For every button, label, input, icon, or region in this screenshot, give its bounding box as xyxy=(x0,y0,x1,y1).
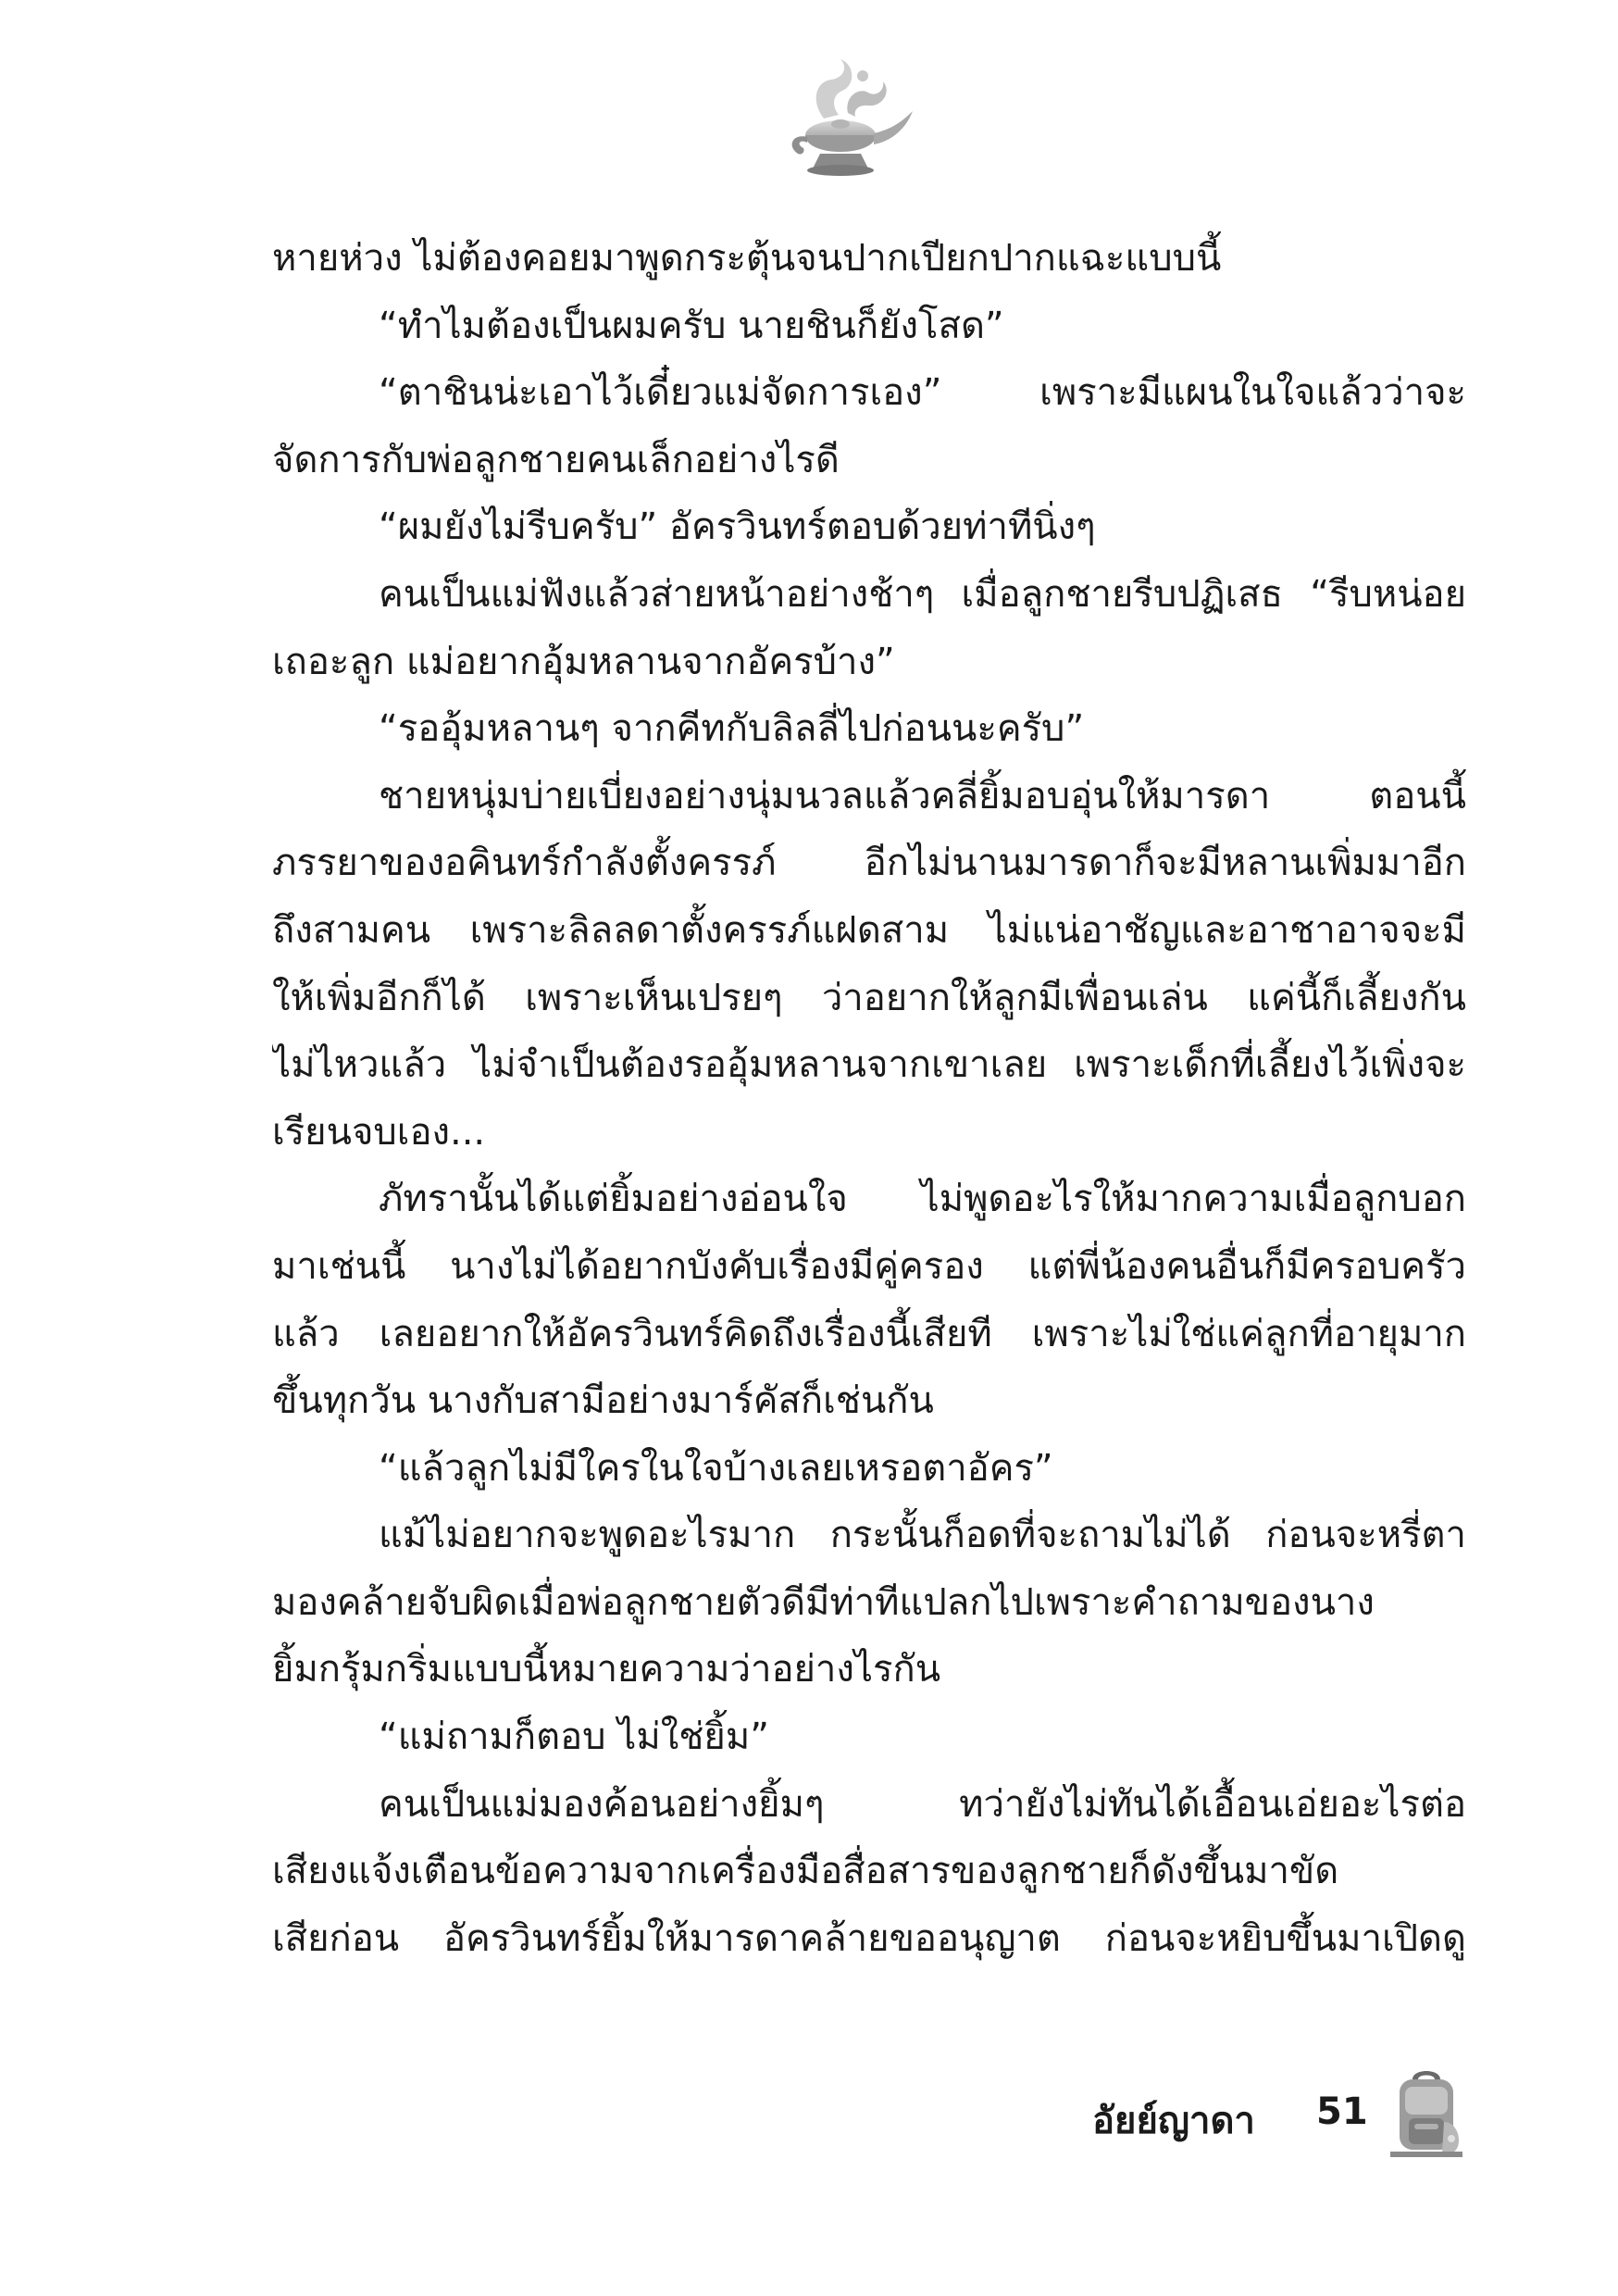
text-line: เสียงแจ้งเตือนข้อความจากเครื่องมือสื่อสารของลูกชายก็ดังขึ้นมาขัด xyxy=(272,1850,1339,1893)
text-line: แล้ว เลยอยากให้อัครวินทร์คิดถึงเรื่องนี้เสียที เพราะไม่ใช่แค่ลูกที่อายุมาก xyxy=(272,1312,1466,1355)
text-line: ไม่ไหวแล้ว ไม่จำเป็นต้องรออุ้มหลานจากเขาเลย เพราะเด็กที่เลี้ยงไว้เพิ่งจะ xyxy=(272,1043,1466,1087)
page-footer xyxy=(1092,2066,1481,2168)
text-line: มาเช่นนี้ นางไม่ได้อยากบังคับเรื่องมีคู่ครอง แต่พี่น้องคนอื่นก็มีครอบครัว xyxy=(272,1244,1466,1288)
text-line: “ทำไมต้องเป็นผมครับ นายชินก็ยังโสด” xyxy=(379,304,1004,347)
genie-lamp-icon xyxy=(759,54,926,183)
text-line: “แม่ถามก็ตอบ ไม่ใช่ยิ้ม” xyxy=(379,1716,769,1759)
text-line: ขึ้นทุกวัน นางกับสามีอย่างมาร์คัสก็เช่นกัน xyxy=(272,1379,934,1423)
text-line: จัดการกับพ่อลูกชายคนเล็กอย่างไรดี xyxy=(272,438,840,481)
text-line: เรียนจบเอง... xyxy=(272,1110,486,1154)
text-line: มองคล้ายจับผิดเมื่อพ่อลูกชายตัวดีมีท่าทีแปลกไปเพราะคำถามของนาง xyxy=(272,1580,1375,1624)
text-line: เสียก่อน อัครวินทร์ยิ้มให้มารดาคล้ายขออนุญาต ก่อนจะหยิบขึ้นมาเปิดดู xyxy=(272,1916,1466,1960)
text-line: หายห่วง ไม่ต้องคอยมาพูดกระตุ้นจนปากเปียกปากแฉะแบบนี้ xyxy=(272,237,1222,280)
text-line: ยิ้มกรุ้มกริ่มแบบนี้หมายความว่าอย่างไรกัน xyxy=(272,1648,941,1691)
text-line: “แล้วลูกไม่มีใครในใจบ้างเลยเหรอตาอัคร” xyxy=(379,1446,1053,1490)
text-line: “ผมยังไม่รีบครับ” อัครวินทร์ตอบด้วยท่าทีนิ่งๆ xyxy=(379,505,1096,549)
text-line: คนเป็นแม่ฟังแล้วส่ายหน้าอย่างช้าๆ เมื่อลูกชายรีบปฏิเสธ “รีบหน่อย xyxy=(379,572,1466,616)
text-line: “รออุ้มหลานๆ จากคีทกับลิลลี่ไปก่อนนะครับ” xyxy=(379,707,1085,751)
text-line: คนเป็นแม่มองค้อนอย่างยิ้มๆ ทว่ายังไม่ทันได้เอื้อนเอ่ยอะไรต่อ xyxy=(379,1782,1466,1826)
backpack-icon xyxy=(1387,2066,1466,2159)
text-line: ภรรยาของอคินทร์กำลังตั้งครรภ์ อีกไม่นานมารดาก็จะมีหลานเพิ่มมาอีก xyxy=(272,842,1466,885)
text-line: ให้เพิ่มอีกก็ได้ เพราะเห็นเปรยๆ ว่าอยากให้ลูกมีเพื่อนเล่น แค่นี้ก็เลี้ยงกัน xyxy=(272,976,1466,1019)
text-line: ถึงสามคน เพราะลิลลดาตั้งครรภ์แฝดสาม ไม่แน่อาชัญและอาชาอาจจะมี xyxy=(272,908,1466,952)
text-line: “ตาชินน่ะเอาไว้เดี๋ยวแม่จัดการเอง” เพราะมีแผนในใจแล้วว่าจะ xyxy=(379,371,1466,415)
author-name: อัยย์ญาดา xyxy=(1092,2100,1255,2142)
text-line: ชายหนุ่มบ่ายเบี่ยงอย่างนุ่มนวลแล้วคลี่ยิ้มอบอุ่นให้มารดา ตอนนี้ xyxy=(379,774,1466,817)
text-line: เถอะลูก แม่อยากอุ้มหลานจากอัครบ้าง” xyxy=(272,640,895,683)
body-text xyxy=(272,225,1466,1972)
page-number: 51 xyxy=(1316,2090,1368,2133)
text-line: แม้ไม่อยากจะพูดอะไรมาก กระนั้นก็อดที่จะถามไม่ได้ ก่อนจะหรี่ตา xyxy=(379,1514,1466,1557)
text-line: ภัทรานั้นได้แต่ยิ้มอย่างอ่อนใจ ไม่พูดอะไรให้มากความเมื่อลูกบอก xyxy=(379,1178,1466,1221)
